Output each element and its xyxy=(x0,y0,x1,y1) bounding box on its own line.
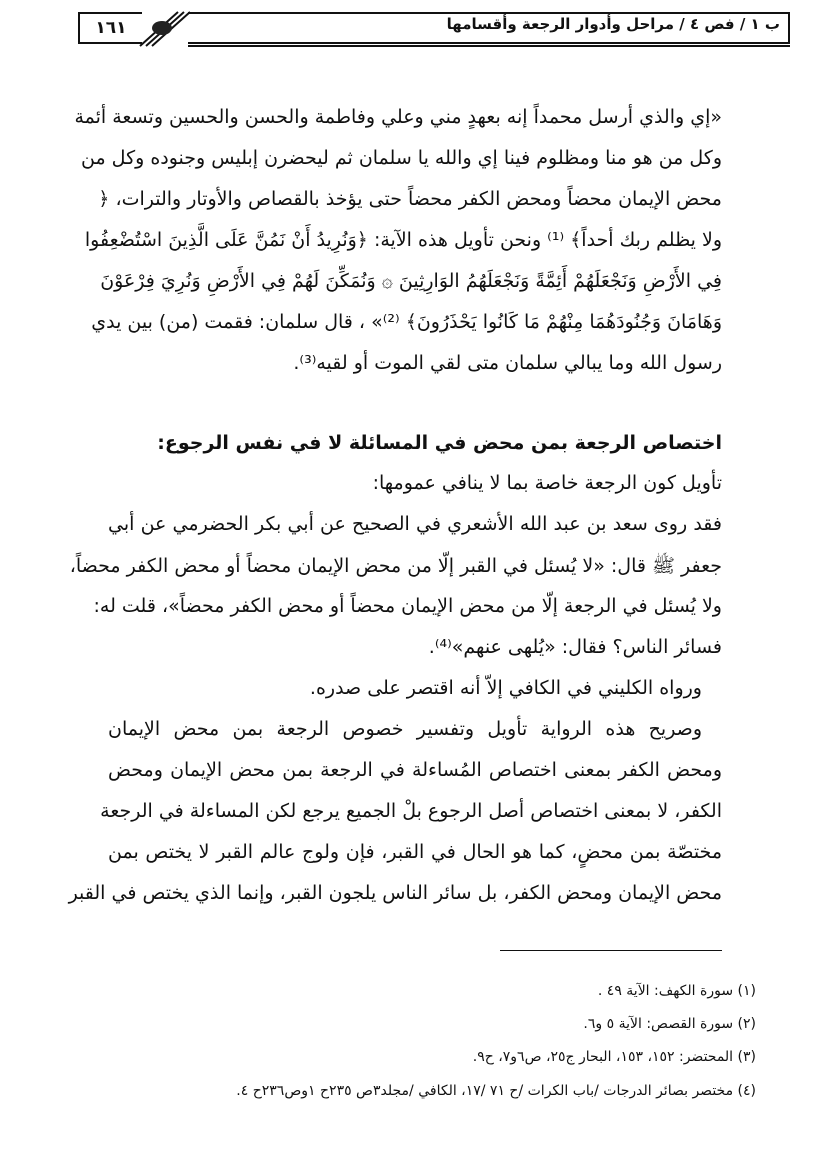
text-line: رسول الله وما يبالي سلمان متى لقي الموت أو لقيه⁽³⁾. xyxy=(293,352,722,374)
text-line: تأويل كون الرجعة خاصة بما لا ينافي عمومها: xyxy=(372,472,722,494)
header-rule xyxy=(188,45,790,47)
text-line: وصريح هذه الرواية تأويل وتفسير خصوص الرجعة بمن محض الإيمان xyxy=(108,718,702,740)
footnote: (٤) مختصر بصائر الدرجات /باب الكرات /ح ٧١ /١٧، الكافي /مجلد٣ص ٢٣٥ح ١وص٢٣٦ح ٤. xyxy=(236,1083,756,1099)
text-line: جعفر ﷺ قال: «لا يُسئل في القبر إلّا من محض الإيمان محضاً أو محض الكفر محضاً، xyxy=(69,555,722,577)
text-line: محض الإيمان محضاً ومحض الكفر محضاً حتى يؤخذ بالقصاص والأوتار والترات، ﴿ xyxy=(98,188,722,210)
text-line: محض الإيمان ومحض الكفر، بل سائر الناس يلجون القبر، وإنما الذي يختص في القبر xyxy=(68,882,722,904)
text-line: ولا يظلم ربك أحداً﴾ ⁽¹⁾ ونحن تأويل هذه الآية: ﴿وَنُرِيدُ أَنْ نَمُنَّ عَلَى الَّذِينَ اسْتُضْعِفُوا xyxy=(84,229,722,251)
text-line: ولا يُسئل في الرجعة إلّا من محض الإيمان محضاً أو محض الكفر محضاً»، قلت له: xyxy=(93,595,722,617)
text-line: ومحض الكفر بمعنى اختصاص المُساءلة في الرجعة بمن محض الإيمان ومحض xyxy=(108,759,722,781)
running-header xyxy=(78,12,790,42)
footnote: (١) سورة الكهف: الآية ٤٩ . xyxy=(597,983,756,999)
text-line: وكل من هو منا ومظلوم فينا إي والله يا سلمان ثم ليحضرن إبليس وجنوده وكل من xyxy=(81,147,722,169)
text-line: فسائر الناس؟ فقال: «يُلهى عنهم»⁽⁴⁾. xyxy=(428,636,722,658)
text-line: فِي الأَرْضِ وَنَجْعَلَهُمْ أَئِمَّةً وَنَجْعَلَهُمُ الوَارِثِينَ ۞ وَنُمَكِّنَ لَهُمْ فِي الأَرْضِ وَنُرِيَ فِرْعَوْنَ xyxy=(100,270,722,292)
text-line: وَهَامَانَ وَجُنُودَهُمَا مِنْهُمْ مَا كَانُوا يَحْذَرُونَ﴾ ⁽²⁾» ، قال سلمان: فقمت (من) بين يدي xyxy=(91,311,722,333)
text-line: ورواه الكليني في الكافي إلاّ أنه اقتصر على صدره. xyxy=(309,677,702,699)
running-title: ب ١ / فص ٤ / مراحل وأدوار الرجعة وأقسامها xyxy=(446,15,780,33)
page-number: ١٦١ xyxy=(78,12,142,44)
footnote-separator xyxy=(500,950,722,951)
text-line: الكفر، لا بمعنى اختصاص أصل الرجوع بلْ الجميع يرجع لكن المساءلة في الرجعة xyxy=(100,800,722,822)
text-line: مختصّة بمن محضٍ، كما هو الحال في القبر، فإن ولوج عالم القبر لا يختص بمن xyxy=(108,841,722,863)
footnote: (٣) المحتضر: ١٥٢، ١٥٣، البحار ج٢٥، ص٦و٧، ح٩. xyxy=(472,1049,756,1065)
text-line: «إي والذي أرسل محمداً إنه بعهدٍ مني وعلي وفاطمة والحسن والحسين وتسعة أئمة xyxy=(74,106,722,128)
text-line: فقد روى سعد بن عبد الله الأشعري في الصحيح عن أبي بكر الحضرمي عن أبي xyxy=(108,513,722,535)
footnote: (٢) سورة القصص: الآية ٥ و٦. xyxy=(583,1016,756,1032)
section-heading: اختصاص الرجعة بمن محض في المسائلة لا في نفس الرجوع: xyxy=(157,432,722,454)
